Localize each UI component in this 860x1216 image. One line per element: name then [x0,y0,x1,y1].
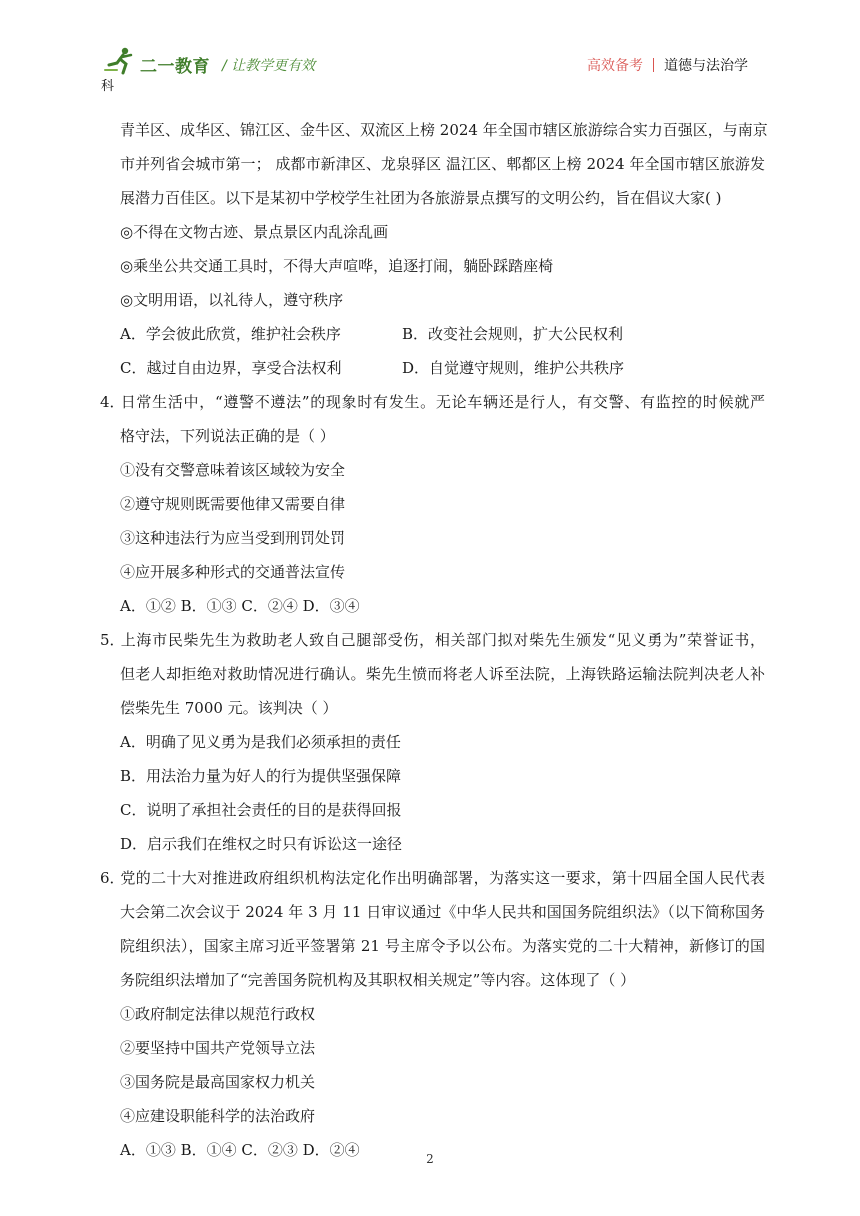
page-header [0,0,860,100]
statement-item: ④应开展多种形式的交通普法宣传 [120,563,346,581]
question-stem-line [100,623,765,657]
question-text-line: 院组织法），国家主席习近平签署第 21 号主席令予以公布。为落实党的二十大精神，新修订的国 [120,937,765,955]
question-text-line: 格守法，下列说法正确的是（ ） [120,427,335,445]
convention-item: ◎文明用语，以礼待人，遵守秩序 [120,291,344,309]
statement-item: ③国务院是最高国家权力机关 [120,1073,316,1091]
question-text-line: 务院组织法增加了“完善国务院机构及其职权相关规定”等内容。这体现了（ ） [120,971,636,989]
document-body [100,113,768,1167]
question-text-line: 展潜力百佳区。以下是某初中学校学生社团为各旅游景点撰写的文明公约，旨在倡议大家( ) [120,189,722,207]
question-number: 5． [100,631,125,649]
option-c: C．越过自由边界，享受合法权利 [120,359,342,377]
question-stem-line [100,385,765,419]
statement-item: ③这种违法行为应当受到刑罚处罚 [120,529,346,547]
question-stem-line [100,861,765,895]
question-text: 日常生活中，“遵警不遵法”的现象时有发生。无论车辆还是行人，有交警、有监控的时候就严 [120,393,765,411]
question-text-line: 大会第二次会议于 2024 年 3 月 11 日审议通过《中华人民共和国国务院组织法》（以下简称国务 [120,903,765,921]
convention-item: ◎不得在文物古迹、景点景区内乱涂乱画 [120,223,389,241]
subject-fragment: 科 [101,79,115,94]
convention-item: ◎乘坐公共交通工具时，不得大声喧哗，追逐打闹，躺卧踩踏座椅 [120,257,554,275]
options-row [100,351,765,385]
option-a: A．明确了见义勇为是我们必须承担的责任 [120,733,401,751]
question-text-line: 偿柴先生 7000 元。该判决（ ） [120,699,338,717]
brand-slogan: / 让教学更有效 [222,58,316,74]
tag-subject: 道德与法治学 [664,58,748,74]
header-tags [587,55,748,75]
question-6 [100,861,765,1167]
tag-exam-prep: 高效备考 [587,58,643,74]
question-number: 6． [100,869,125,887]
brand-name: 二一教育 [140,57,210,77]
page-number: 2 [426,1152,434,1166]
question-text-line: 但老人却拒绝对救助情况进行确认。柴先生愤而将老人诉至法院，上海铁路运输法院判决老人补 [120,665,765,683]
question-text-line: 市并列省会城市第一； 成都市新津区、龙泉驿区 温江区、郫都区上榜 2024 年全国市辖区旅游发 [120,155,765,173]
option-a: A．学会彼此欣赏，维护社会秩序 [120,325,341,343]
statement-item: ①政府制定法律以规范行政权 [120,1005,316,1023]
option-b: B．用法治力量为好人的行为提供坚强保障 [120,767,402,785]
runner-logo-icon [103,46,139,76]
question-text-line: 青羊区、成华区、锦江区、金牛区、双流区上榜 2024 年全国市辖区旅游综合实力百强区，与南京 [120,121,768,139]
question-3-continued [100,113,768,385]
option-d: D．启示我们在维权之时只有诉讼这一途径 [120,835,403,853]
option-d: D．自觉遵守规则，维护公共秩序 [402,359,625,377]
answer-options: A．①③ B．①④ C．②③ D．②④ [120,1141,360,1159]
question-5 [100,623,765,861]
option-c: C．说明了承担社会责任的目的是获得回报 [120,801,402,819]
question-text: 党的二十大对推进政府组织机构法定化作出明确部署，为落实这一要求，第十四届全国人民代表 [120,869,765,887]
statement-item: ④应建设职能科学的法治政府 [120,1107,316,1125]
statement-item: ①没有交警意味着该区域较为安全 [120,461,346,479]
option-b: B．改变社会规则，扩大公民权利 [402,325,624,343]
question-text: 上海市民柴先生为救助老人致自己腿部受伤，相关部门拟对柴先生颁发“见义勇为”荣誉证书， [120,631,765,649]
question-4 [100,385,765,623]
tag-divider [653,58,654,72]
statement-item: ②遵守规则既需要他律又需要自律 [120,495,346,513]
answer-options: A．①② B．①③ C．②④ D．③④ [120,597,360,615]
question-number: 4． [100,393,125,411]
options-row [100,317,765,351]
statement-item: ②要坚持中国共产党领导立法 [120,1039,316,1057]
